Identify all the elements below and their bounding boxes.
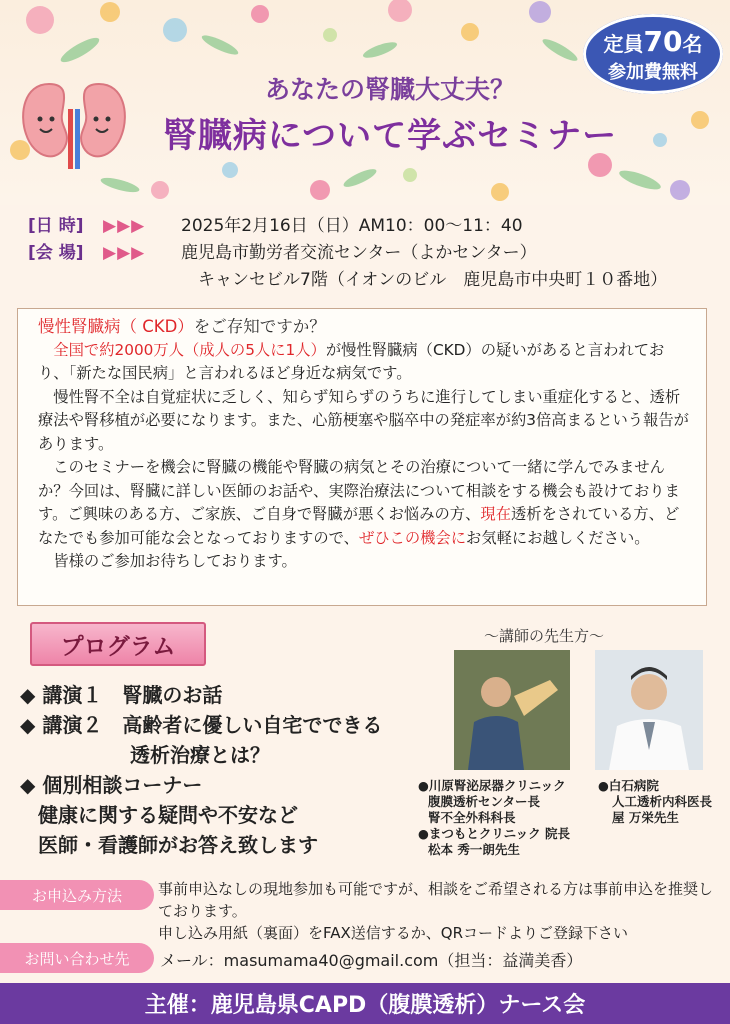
lecturer-1-line-3: 腎不全外科科長 — [428, 810, 516, 825]
description-paragraph-1 — [38, 339, 694, 386]
contact-label: お問い合わせ先 — [0, 943, 154, 973]
p3-text-a: このセミナーを機会に腎臓の機能や腎臓の病気とその治療について一緒に学んでみませんか？今回は、腎臓に詳しい医師のお話や、実際治療法について相談をする機会も設けております。ご興味のある方、ご家族、ご自身で腎臓が悪くお悩みの方、 — [38, 458, 680, 523]
arrow-icon: ▶▶▶ — [103, 216, 146, 236]
p3-text-b: 透析をされている方、どなたでも参加可能な会となっておりますので、 — [38, 505, 680, 547]
program-item-2-text: 講演２ 高齢者に優しい自宅でできる — [42, 713, 383, 737]
venue-row — [28, 240, 718, 267]
description-box — [17, 308, 707, 606]
page-title: 腎臓病について学ぶセミナー — [162, 116, 618, 156]
lecturer-photo-2 — [595, 650, 703, 770]
ckd-question-highlight: 慢性腎臓病（ CKD） — [38, 317, 194, 336]
program-item-3-line1: 健康に関する疑問や不安など — [38, 803, 298, 827]
arrow-icon: ▶▶▶ — [103, 243, 146, 263]
program-heading: プログラム — [30, 622, 206, 666]
ckd-stat-text: が慢性腎臓病（CKD）の疑いがあると言われており、「新たな国民病」と言われるほど身近な病気です。 — [38, 340, 665, 382]
p3-highlight-2: ぜひこの機会に — [358, 528, 467, 547]
apply-line2: 申し込み用紙（裏面）をFAX送信するか、QRコードよりご登録下さい — [158, 924, 629, 942]
lecturer-2-line-2: 人工透析内科医長 — [612, 794, 713, 809]
ckd-question-text: をご存知ですか？ — [193, 317, 326, 336]
program-item-1 — [20, 680, 440, 710]
lecturer-2-line-1: ●白石病院 — [598, 778, 659, 793]
program-item-2 — [20, 710, 440, 740]
date-label: [日 時] — [28, 216, 84, 236]
lecturer-1-line-4: ●まつもとクリニック 院長 — [418, 826, 571, 841]
diamond-bullet-icon: ◆ — [20, 713, 36, 737]
program-item-1-text: 講演１ 腎臓のお話 — [42, 683, 223, 707]
lecturers-heading: ～講師の先生方～ — [484, 627, 605, 645]
venue-line1: 鹿児島市勤労者交流センター（よかセンター） — [181, 243, 537, 263]
diamond-bullet-icon: ◆ — [20, 773, 36, 797]
lecturer-2-info — [598, 778, 712, 826]
diamond-bullet-icon: ◆ — [20, 683, 36, 707]
lecturer-photo-1 — [454, 650, 570, 770]
program-item-2-sub: 透析治療とは？ — [130, 743, 270, 767]
program-item-3-line2: 医師・看護師がお答え致します — [38, 833, 318, 857]
page-subtitle: あなたの腎臓大丈夫？ — [264, 75, 515, 104]
lecturer-1-line-1: ●川原腎泌尿器クリニック — [418, 778, 566, 793]
program-item-3-text: 個別相談コーナー — [42, 773, 203, 797]
organizer-footer: 主催：鹿児島県CAPD（腹膜透析）ナース会 — [0, 983, 730, 1024]
ckd-question — [38, 315, 694, 339]
program-item-3 — [20, 770, 440, 800]
badge-capacity-unit: 名 — [682, 31, 703, 56]
description-paragraph-4: 皆様のご参加お待ちしております。 — [53, 552, 297, 570]
kidney-mascot-icon — [14, 74, 134, 174]
venue-line2: キャンセビル7階（イオンのビル 鹿児島市中央町１０番地） — [198, 270, 668, 290]
lecturer-1-line-2: 腹膜透析センター長 — [428, 794, 541, 809]
program-list — [20, 680, 440, 860]
badge-free-fee: 参加費無料 — [608, 61, 698, 83]
apply-method-label: お申込み方法 — [0, 880, 154, 910]
date-value: 2025年2月16日（日）AM10：00～11：40 — [181, 216, 523, 236]
lecturer-2-line-3: 屋 万栄先生 — [612, 810, 679, 825]
badge-capacity-count: 70 — [643, 24, 683, 58]
apply-line1: 事前申込なしの現地参加も可能ですが、相談をご希望される方は事前申込を推奨しております。 — [158, 880, 714, 920]
contact-email: メール：masumama40@gmail.com（担当：益満美香） — [160, 951, 583, 970]
lecturer-1-info — [418, 778, 570, 858]
venue-label: [会 場] — [28, 243, 84, 263]
description-paragraph-2: 慢性腎不全は自覚症状に乏しく、知らず知らずのうちに進行してしまい重症化すると、透析療法や腎移植が必要になります。また、心筋梗塞や脳卒中の発症率が約3倍高まるという報告があります。 — [38, 387, 689, 453]
capacity-badge — [583, 14, 723, 94]
badge-capacity-label: 定員 — [603, 31, 644, 56]
lecturer-1-line-5: 松本 秀一朗先生 — [428, 842, 520, 857]
event-info — [28, 213, 718, 294]
p3-text-c: お気軽にお越しください。 — [466, 528, 650, 547]
apply-method-text — [158, 878, 723, 944]
description-paragraph-3 — [38, 456, 694, 550]
p3-highlight-1: 現在 — [480, 505, 511, 523]
date-row — [28, 213, 718, 240]
ckd-stat-highlight: 全国で約2000万人（成人の5人に1人） — [53, 340, 326, 359]
